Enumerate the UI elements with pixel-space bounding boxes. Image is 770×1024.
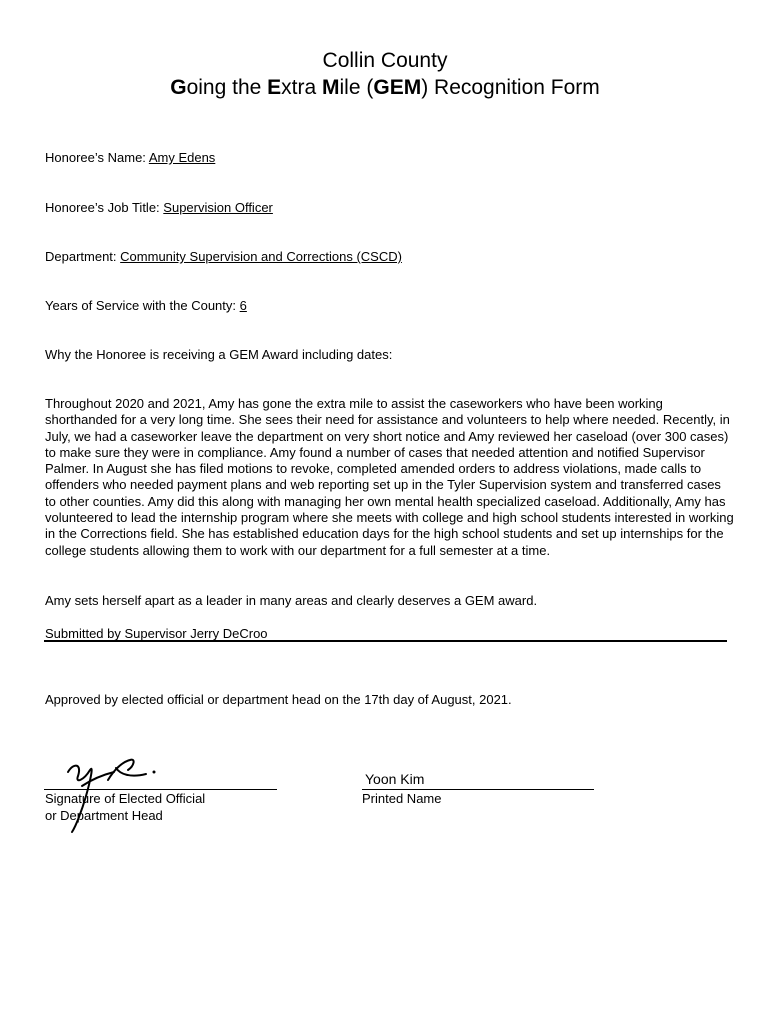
department-label: Department:: [45, 249, 117, 264]
job-title-value: Supervision Officer: [163, 200, 273, 215]
why-label: Why the Honoree is receiving a GEM Award including dates:: [45, 347, 393, 362]
submitted-by: Submitted by Supervisor Jerry DeCroo: [45, 626, 268, 641]
divider-rule: [44, 640, 727, 642]
title-m: M: [322, 76, 340, 99]
printed-name-line: [362, 789, 594, 790]
signature-label-line2: or Department Head: [45, 808, 163, 823]
years-value: 6: [239, 298, 247, 313]
printed-name-label: Printed Name: [362, 791, 442, 806]
honoree-name-row: [45, 150, 215, 166]
title-part: oing the: [186, 76, 268, 99]
signature-line: [44, 789, 277, 790]
honoree-name-label: Honoree’s Name:: [45, 150, 146, 165]
narrative-paragraph-2: Amy sets herself apart as a leader in many areas and clearly deserves a GEM award.: [45, 593, 538, 608]
approval-statement: Approved by elected official or department head on the 17th day of August, 2021.: [45, 692, 512, 707]
years-label: Years of Service with the County:: [45, 298, 237, 313]
department-row: [45, 249, 402, 265]
form-title: [0, 75, 770, 101]
title-e: E: [267, 76, 282, 99]
years-row: [45, 298, 247, 314]
title-g: G: [170, 76, 187, 99]
title-part: ile (: [339, 76, 374, 99]
job-title-row: [45, 200, 273, 216]
department-value: Community Supervision and Corrections (CSCD): [120, 249, 402, 264]
title-part: xtra: [281, 76, 323, 99]
job-title-label: Honoree’s Job Title:: [45, 200, 160, 215]
honoree-name-value: Amy Edens: [148, 150, 216, 165]
narrative-text: Throughout 2020 and 2021, Amy has gone the extra mile to assist the caseworkers who have been working shorthanded for a very long time. She sees their need for assistance and volunteers to help where needed. Recently, in July, we had a caseworker leave the department on very short notice and Amy reviewed her caseload (over 300 cases) to make sure they were in compliance. Amy found a number of cases that needed attention and notified Supervisor Palmer. In August she has filed motions to revoke, completed amended orders to address violations, made calls to offenders who needed payment plans and web reporting set up in the Tyler Supervision system and transferred cases to other counties. Amy did this along with managing her own mental health specialized caseload. Additionally, Amy has volunteered to lead the internship program where she meets with college and high school students interested in working in the Corrections field. She has established education days for the high school students and set up internships for the college students allowing them to work with our department for a full semester at a time.: [45, 396, 734, 558]
title-part: ) Recognition Form: [421, 76, 600, 99]
signature-label: [45, 791, 205, 824]
title-gem: GEM: [373, 76, 422, 99]
county-title: Collin County: [322, 49, 448, 72]
printed-name-value: Yoon Kim: [365, 771, 425, 787]
signature-label-line1: Signature of Elected Official: [45, 791, 206, 806]
narrative-paragraph-1: [45, 396, 735, 559]
